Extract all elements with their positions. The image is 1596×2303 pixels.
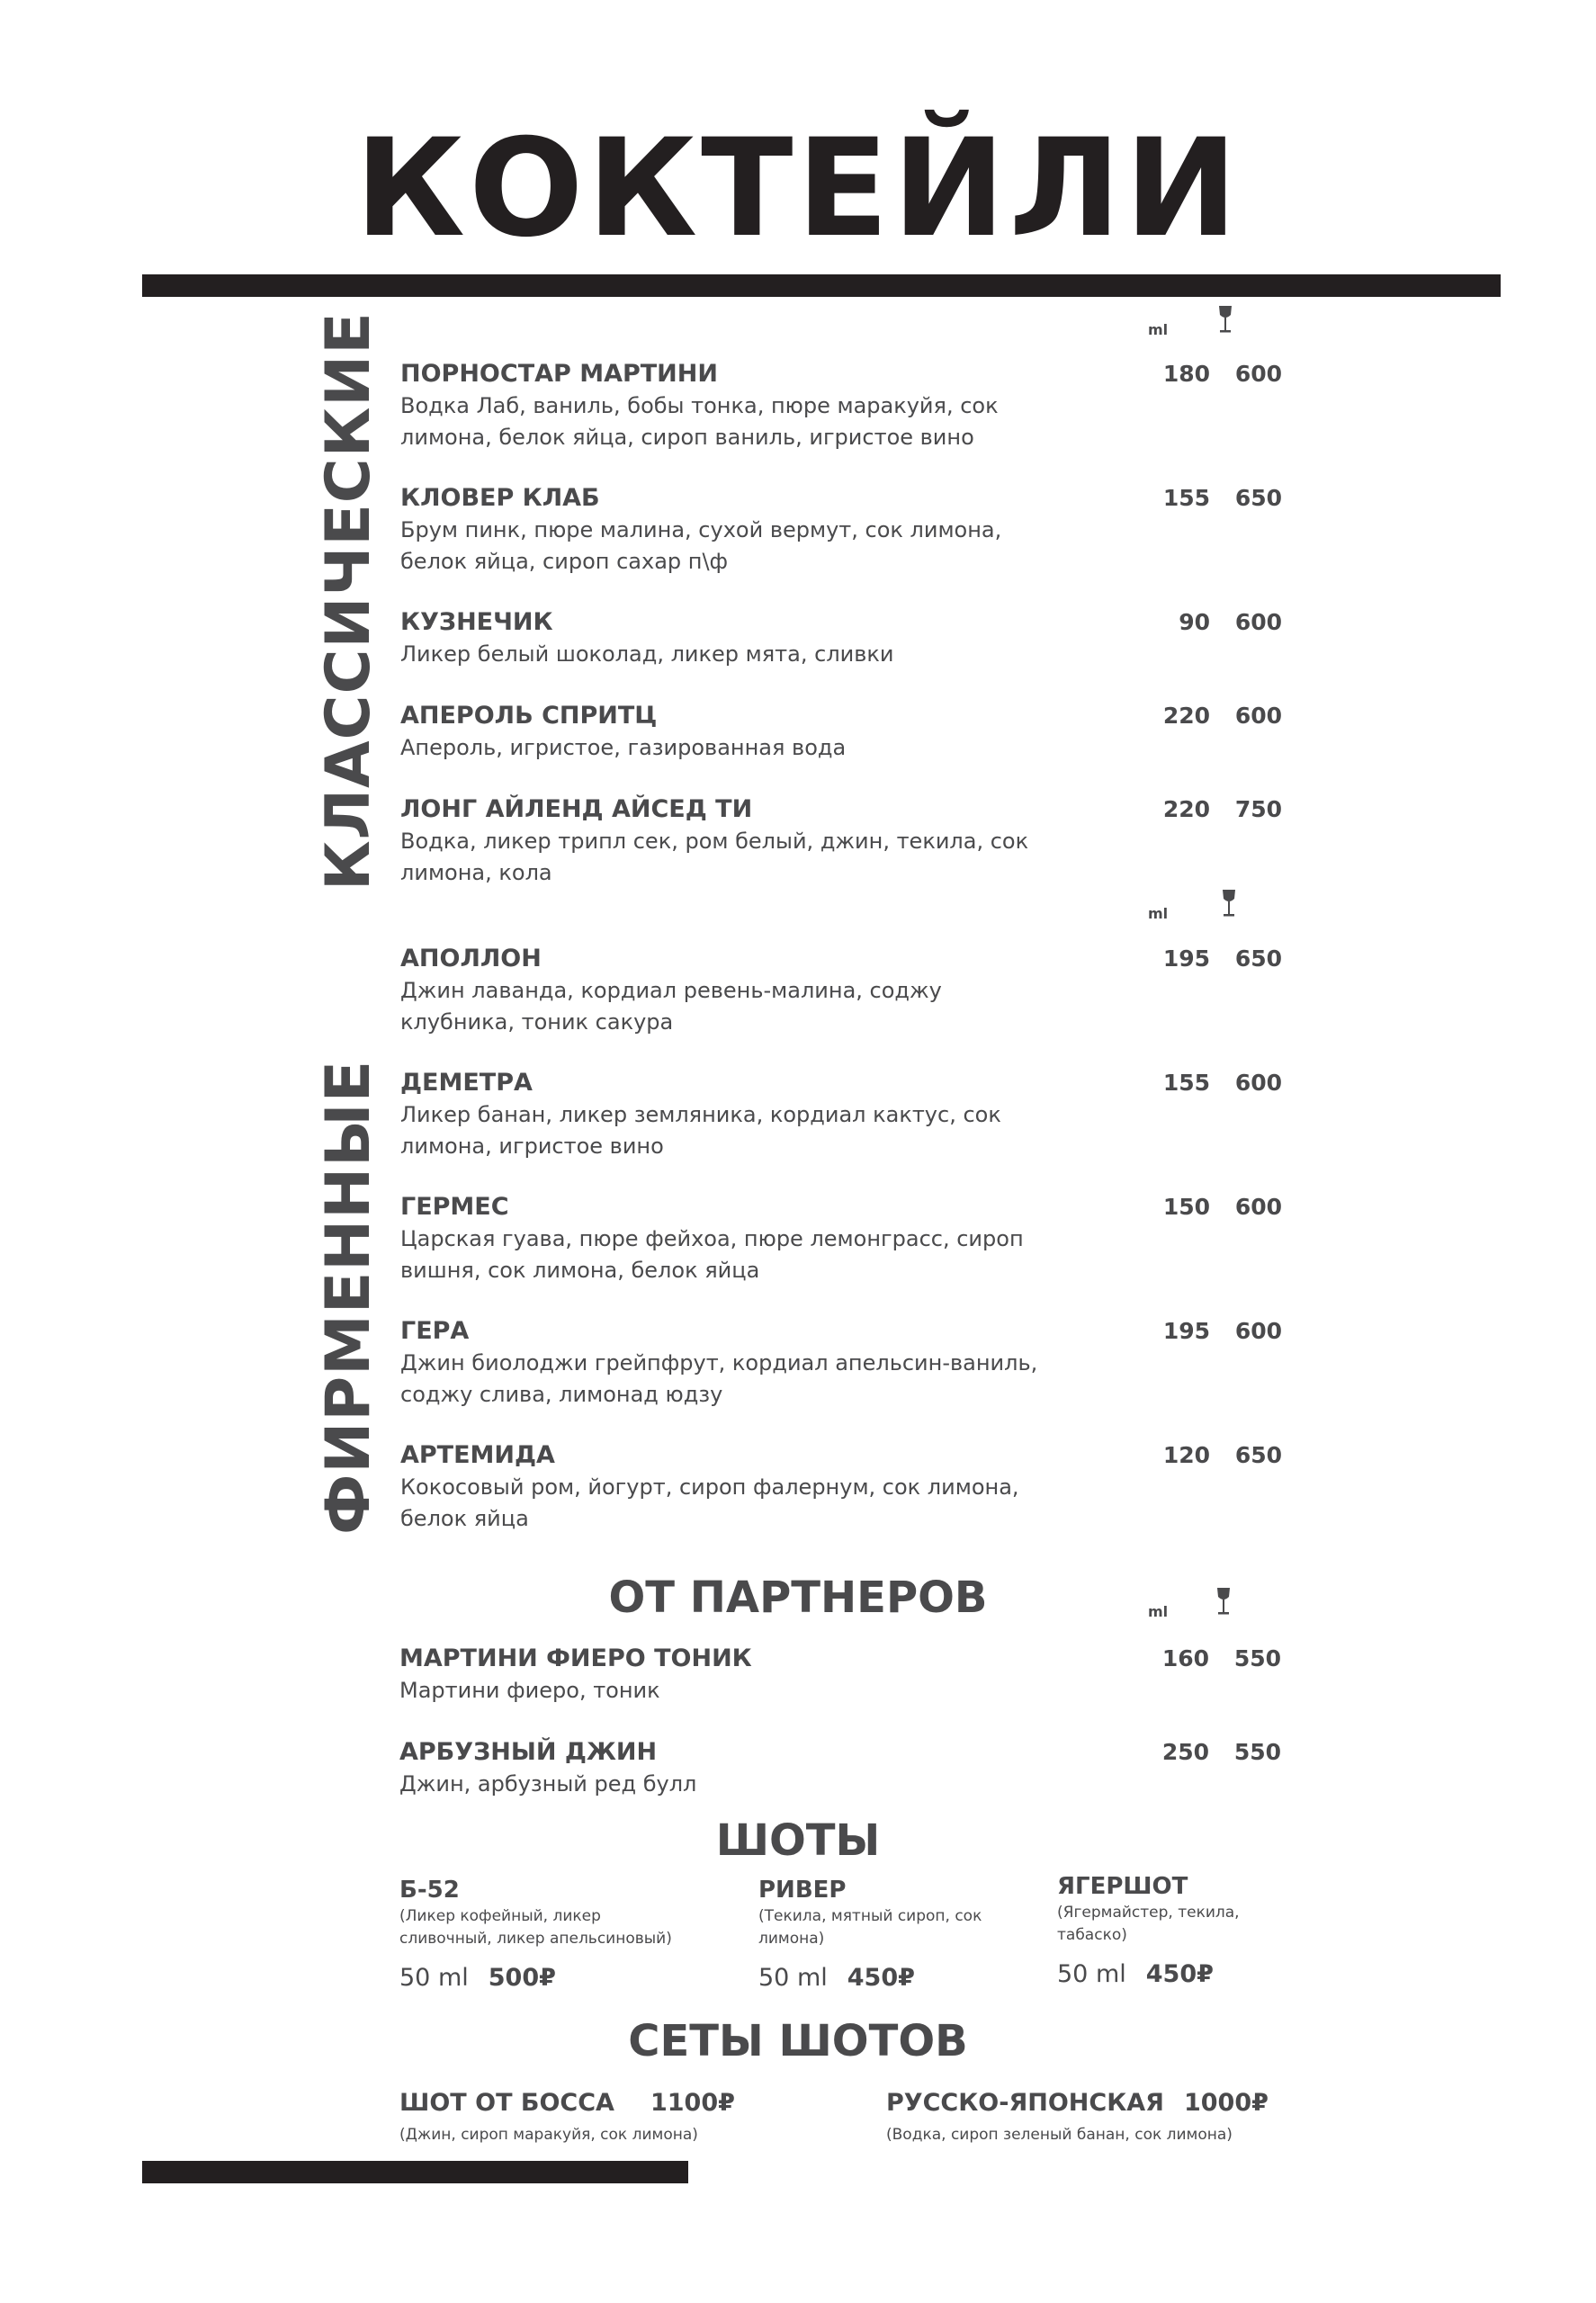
set-description: (Водка, сироп зеленый банан, сок лимона) xyxy=(886,2126,1233,2144)
shot-description: (Текила, мятный сироп, сок лимона) xyxy=(758,1907,982,1948)
shot-name: ЯГЕРШОТ xyxy=(1057,1873,1188,1900)
top-divider-bar xyxy=(142,274,1501,297)
item-name: КЛОВЕР КЛАБ xyxy=(400,484,600,512)
item-name: АПОЛЛОН xyxy=(400,945,542,972)
shot-item xyxy=(1057,1871,1255,1990)
item-description: Царская гуава, пюре фейхоа, пюре лемонграсс, сироп вишня, сок лимона, белок яйца xyxy=(400,1226,1024,1283)
wine-glass-icon xyxy=(1218,888,1240,919)
shot-set-item xyxy=(399,2087,735,2146)
item-volume: 155 xyxy=(1162,485,1210,511)
menu-item xyxy=(400,358,1300,453)
menu-item xyxy=(400,793,1300,889)
section-title-shot-sets: СЕТЫ ШОТОВ xyxy=(628,2016,968,2066)
set-price: 1100₽ xyxy=(650,2089,735,2117)
item-volume: 90 xyxy=(1179,609,1210,635)
item-price: 550 xyxy=(1233,1739,1281,1765)
shot-set-item xyxy=(886,2087,1269,2146)
item-price: 550 xyxy=(1233,1645,1281,1671)
item-description: Апероль, игристое, газированная вода xyxy=(400,735,847,760)
menu-item xyxy=(400,700,1300,764)
item-price: 600 xyxy=(1234,1318,1282,1344)
item-volume: 160 xyxy=(1161,1645,1209,1671)
shot-price: 450₽ xyxy=(847,1964,915,1992)
item-price: 600 xyxy=(1234,361,1282,387)
shot-item xyxy=(399,1875,696,1994)
item-volume: 120 xyxy=(1162,1442,1210,1468)
item-description: Джин, арбузный ред булл xyxy=(399,1771,697,1797)
set-price: 1000₽ xyxy=(1183,2089,1269,2117)
volume-column-header: ml xyxy=(1148,905,1169,922)
item-name: ГЕРМЕС xyxy=(400,1193,509,1221)
item-volume: 220 xyxy=(1162,703,1210,729)
item-name: ДЕМЕТРА xyxy=(400,1069,533,1097)
item-price: 600 xyxy=(1234,1070,1282,1096)
shot-name: РИВЕР xyxy=(758,1877,847,1904)
item-volume: 155 xyxy=(1162,1070,1210,1096)
item-description: Брум пинк, пюре малина, сухой вермут, сок лимона, белок яйца, сироп сахар п\ф xyxy=(400,517,1002,574)
item-volume: 180 xyxy=(1162,361,1210,387)
item-volume: 150 xyxy=(1162,1194,1210,1220)
shot-description: (Ликер кофейный, ликер сливочный, ликер апельсиновый) xyxy=(399,1907,672,1948)
bottom-divider-bar xyxy=(142,2161,688,2183)
section-title-partners: ОТ ПАРТНЕРОВ xyxy=(608,1573,988,1623)
item-price: 650 xyxy=(1234,485,1282,511)
shot-price: 450₽ xyxy=(1145,1960,1214,1988)
item-name: МАРТИНИ ФИЕРО ТОНИК xyxy=(399,1644,752,1672)
menu-item xyxy=(400,606,1300,670)
item-price: 600 xyxy=(1234,703,1282,729)
shot-volume: 50 ml xyxy=(399,1964,469,1992)
item-description: Ликер банан, ликер земляника, кордиал кактус, сок лимона, игристое вино xyxy=(400,1102,1001,1159)
set-description: (Джин, сироп маракуйя, сок лимона) xyxy=(399,2126,698,2144)
shot-price: 500₽ xyxy=(488,1964,556,1992)
item-name: ПОРНОСТАР МАРТИНИ xyxy=(400,360,718,388)
wine-glass-icon xyxy=(1213,1586,1234,1617)
item-name: АПЕРОЛЬ СПРИТЦ xyxy=(400,702,658,730)
shot-volume: 50 ml xyxy=(758,1964,828,1992)
item-price: 750 xyxy=(1234,796,1282,822)
menu-item xyxy=(400,482,1300,578)
item-name: АРБУЗНЫЙ ДЖИН xyxy=(399,1738,658,1766)
side-label-signature: ФИРМЕННЫЕ xyxy=(313,1059,384,1535)
menu-item xyxy=(400,1067,1300,1162)
volume-column-header: ml xyxy=(1148,321,1169,338)
menu-item xyxy=(399,1643,1299,1707)
item-name: КУЗНЕЧИК xyxy=(400,608,553,636)
menu-item xyxy=(400,1191,1300,1286)
item-name: ЛОНГ АЙЛЕНД АЙСЕД ТИ xyxy=(400,795,753,823)
item-description: Джин биолоджи грейпфрут, кордиал апельсин-ваниль, соджу слива, лимонад юдзу xyxy=(400,1350,1038,1407)
section-title-shots: ШОТЫ xyxy=(715,1815,881,1866)
item-volume: 220 xyxy=(1162,796,1210,822)
menu-item xyxy=(400,1315,1300,1411)
shot-description: (Ягермайстер, текила, табаско) xyxy=(1057,1904,1240,1944)
item-description: Водка Лаб, ваниль, бобы тонка, пюре маракуйя, сок лимона, белок яйца, сироп ваниль, игристое вино xyxy=(400,393,999,450)
item-volume: 250 xyxy=(1161,1739,1209,1765)
item-volume: 195 xyxy=(1162,1318,1210,1344)
shot-volume: 50 ml xyxy=(1057,1960,1126,1988)
volume-column-header: ml xyxy=(1148,1603,1169,1620)
item-description: Мартини фиеро, тоник xyxy=(399,1678,660,1703)
item-description: Кокосовый ром, йогурт, сироп фалернум, сок лимона, белок яйца xyxy=(400,1474,1019,1531)
item-name: ГЕРА xyxy=(400,1317,470,1345)
item-price: 650 xyxy=(1234,945,1282,972)
shot-item xyxy=(758,1875,983,1994)
set-name: ШОТ ОТ БОССА xyxy=(399,2089,614,2117)
item-volume: 195 xyxy=(1162,945,1210,972)
menu-item xyxy=(400,943,1300,1038)
item-name: АРТЕМИДА xyxy=(400,1441,555,1469)
side-label-classic: КЛАССИЧЕСКИЕ xyxy=(313,311,384,891)
set-name: РУССКО-ЯПОНСКАЯ xyxy=(886,2089,1164,2117)
item-price: 650 xyxy=(1234,1442,1282,1468)
item-price: 600 xyxy=(1234,609,1282,635)
wine-glass-icon xyxy=(1215,304,1236,335)
menu-item xyxy=(399,1736,1299,1800)
item-price: 600 xyxy=(1234,1194,1282,1220)
item-description: Ликер белый шоколад, ликер мята, сливки xyxy=(400,641,894,667)
menu-item xyxy=(400,1439,1300,1535)
shot-name: Б-52 xyxy=(399,1877,460,1904)
item-description: Водка, ликер трипл сек, ром белый, джин, текила, сок лимона, кола xyxy=(400,829,1029,885)
item-description: Джин лаванда, кордиал ревень-малина, соджу клубника, тоник сакура xyxy=(400,978,942,1035)
page-title: КОКТЕЙЛИ xyxy=(354,111,1242,267)
